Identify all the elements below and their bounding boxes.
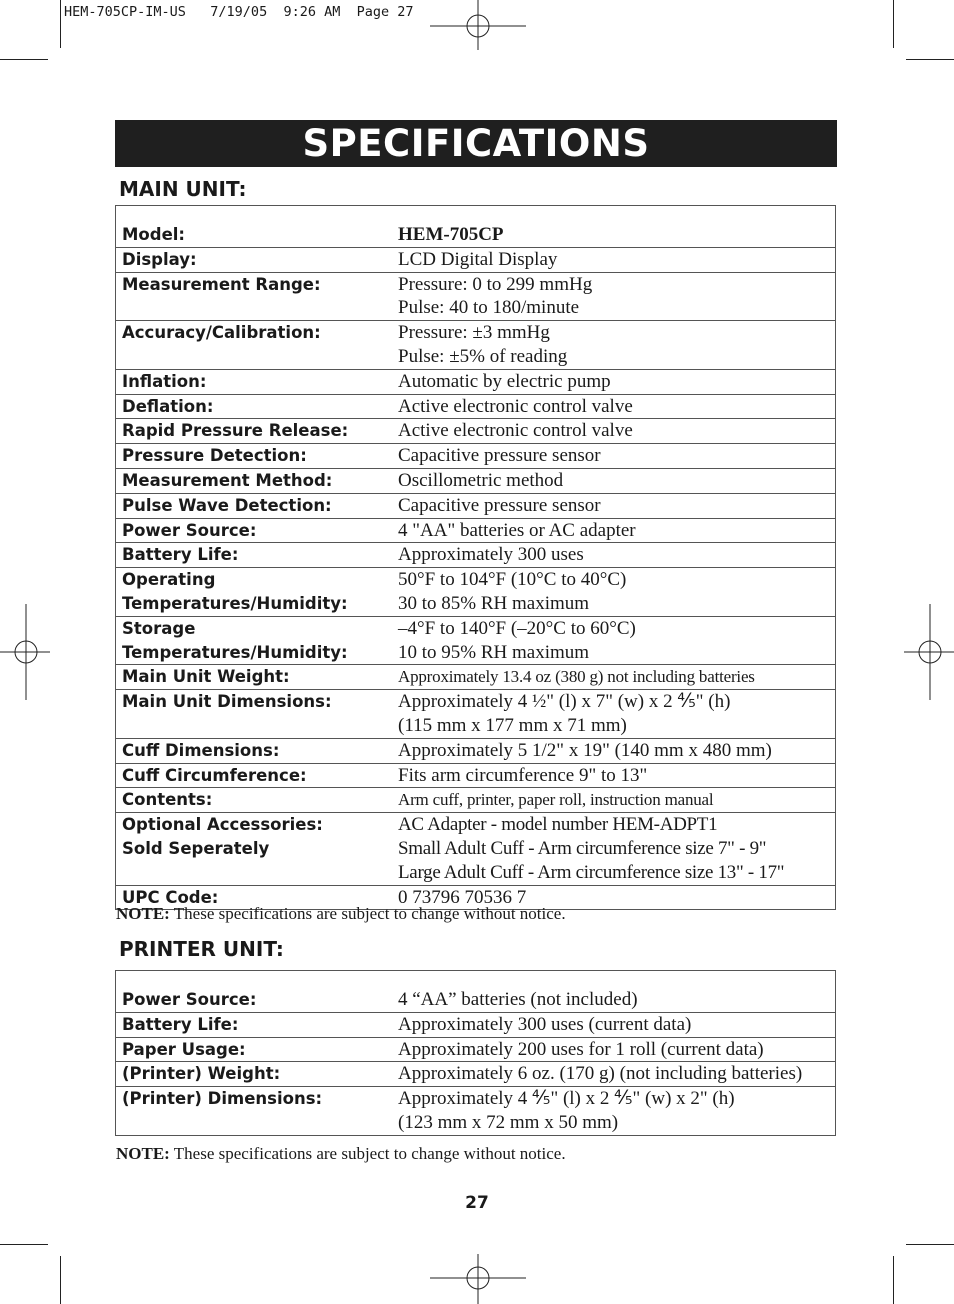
spec-value-line: (123 mm x 72 mm x 50 mm) — [398, 1111, 619, 1133]
spec-label-line: Deflation: — [122, 396, 214, 416]
spec-label-line: Cuff Dimensions: — [122, 740, 280, 760]
spec-row — [116, 468, 835, 493]
spec-value-line: Capacitive pressure sensor — [398, 445, 601, 467]
spec-value — [398, 370, 835, 394]
spec-row — [116, 418, 835, 443]
spec-label — [116, 248, 398, 272]
spec-row — [116, 542, 835, 567]
spec-value-line: Pulse: 40 to 180/minute — [398, 297, 580, 319]
spec-label-line: Display: — [122, 249, 197, 269]
crop-mark — [60, 1256, 61, 1304]
spec-row — [116, 988, 835, 1012]
spec-value — [398, 519, 835, 543]
spec-value-line: 4 "AA" batteries or AC adapter — [398, 519, 636, 541]
spec-row — [116, 518, 835, 543]
spec-row — [116, 763, 835, 788]
spec-value-line: Approximately 4 ½" (l) x 7" (w) x 2 ⅘" (h) — [398, 691, 731, 713]
spec-row — [116, 394, 835, 419]
spec-label-line: Measurement Range: — [122, 274, 321, 294]
registration-mark-icon — [430, 1254, 526, 1304]
note-label: NOTE: — [116, 1144, 170, 1163]
spec-row — [116, 812, 835, 884]
spec-row — [116, 787, 835, 812]
spec-label — [116, 988, 398, 1012]
registration-mark-icon — [904, 604, 954, 700]
spec-label-line: Accuracy/Calibration: — [122, 323, 321, 343]
spec-row — [116, 223, 835, 247]
crop-mark — [60, 0, 61, 48]
spec-label — [116, 1038, 398, 1062]
spec-value — [398, 395, 835, 419]
main-unit-spec-table — [115, 205, 836, 910]
spec-row — [116, 1061, 835, 1086]
spec-value-line: AC Adapter - model number HEM-ADPT1 — [398, 814, 718, 836]
spec-row — [116, 320, 835, 369]
spec-row — [116, 369, 835, 394]
spec-label-line: Battery Life: — [122, 1014, 239, 1034]
spec-row — [116, 272, 835, 321]
spec-label — [116, 764, 398, 788]
spec-label-line: Inflation: — [122, 371, 207, 391]
spec-label-line: Measurement Method: — [122, 470, 333, 490]
spec-value-line: Arm cuff, printer, paper roll, instruction manual — [398, 790, 714, 810]
spec-value — [398, 665, 835, 689]
spec-value-line: 10 to 95% RH maximum — [398, 641, 590, 663]
note-label: NOTE: — [116, 904, 170, 923]
spec-label — [116, 1062, 398, 1086]
spec-label-line: Optional Accessories: — [122, 815, 323, 835]
spec-value-line: 0 73796 70536 7 — [398, 886, 527, 908]
spec-value-line: 50°F to 104°F (10°C to 40°C) — [398, 569, 627, 591]
crop-mark — [893, 1256, 894, 1304]
crop-mark — [893, 0, 894, 48]
spec-value-line: Capacitive pressure sensor — [398, 494, 601, 516]
spec-label — [116, 519, 398, 543]
spec-value-line: Approximately 6 oz. (170 g) (not including batteries) — [398, 1063, 803, 1085]
printer-slug: HEM-705CP-IM-US 7/19/05 9:26 AM Page 27 — [64, 4, 414, 20]
spec-value-line: Large Adult Cuff - Arm circumference size 13" - 17" — [398, 861, 785, 883]
spec-label-line: UPC Code: — [122, 887, 219, 907]
spec-row — [116, 616, 835, 665]
crop-mark — [906, 59, 954, 60]
spec-label-line: Main Unit Weight: — [122, 667, 290, 687]
registration-mark-icon — [430, 0, 526, 50]
printer-unit-spec-table — [115, 970, 836, 1136]
spec-value — [398, 223, 835, 247]
spec-label-line: Pulse Wave Detection: — [122, 495, 332, 515]
spec-row — [116, 689, 835, 738]
spec-value-line: Pulse: ±5% of reading — [398, 345, 568, 367]
spec-value — [398, 690, 835, 738]
spec-label — [116, 419, 398, 443]
spec-value — [398, 813, 835, 884]
spec-value — [398, 1013, 835, 1037]
spec-label-line: Storage — [122, 618, 196, 638]
spec-row — [116, 738, 835, 763]
spec-value-line: 30 to 85% RH maximum — [398, 592, 590, 614]
spec-label — [116, 690, 398, 738]
spec-label-line: Cuff Circumference: — [122, 765, 307, 785]
printer-unit-note — [116, 1144, 566, 1164]
spec-label — [116, 788, 398, 812]
spec-value-line: Active electronic control valve — [398, 395, 633, 417]
spec-value-line: Fits arm circumference 9" to 13" — [398, 764, 648, 786]
page-title-banner: SPECIFICATIONS — [115, 120, 837, 167]
spec-label-line: Sold Seperately — [122, 838, 270, 858]
spec-value-line: Small Adult Cuff - Arm circumference size 7" - 9" — [398, 837, 767, 859]
spec-row — [116, 567, 835, 616]
spec-label-line: (Printer) Weight: — [122, 1064, 281, 1084]
printer-unit-heading: PRINTER UNIT: — [119, 937, 284, 961]
spec-value — [398, 1087, 835, 1135]
spec-label — [116, 665, 398, 689]
spec-value-line: Automatic by electric pump — [398, 370, 611, 392]
spec-value — [398, 617, 835, 665]
spec-value — [398, 419, 835, 443]
spec-value — [398, 764, 835, 788]
spec-value-line: Approximately 4 ⅘" (l) x 2 ⅘" (w) x 2" (h) — [398, 1088, 735, 1110]
spec-label — [116, 1087, 398, 1135]
spec-label-line: (Printer) Dimensions: — [122, 1089, 323, 1109]
spec-label-line: Operating — [122, 570, 216, 590]
spec-label-line: Battery Life: — [122, 545, 239, 565]
spec-value-line: Approximately 200 uses for 1 roll (current data) — [398, 1038, 764, 1060]
spec-value — [398, 568, 835, 616]
spec-label — [116, 444, 398, 468]
spec-label — [116, 494, 398, 518]
spec-value — [398, 1062, 835, 1086]
spec-label — [116, 739, 398, 763]
spec-value-line: Oscillometric method — [398, 469, 564, 491]
spec-value — [398, 494, 835, 518]
crop-mark — [0, 1244, 48, 1245]
spec-row — [116, 1037, 835, 1062]
spec-row — [116, 664, 835, 689]
spec-value — [398, 988, 835, 1012]
spec-value — [398, 1038, 835, 1062]
page-number: 27 — [465, 1193, 489, 1213]
note-text: These specifications are subject to change without notice. — [169, 1144, 566, 1163]
spec-value — [398, 273, 835, 321]
spec-value-line: Pressure: ±3 mmHg — [398, 322, 550, 344]
spec-value-line: (115 mm x 177 mm x 71 mm) — [398, 714, 627, 736]
spec-row — [116, 443, 835, 468]
spec-label-line: Pressure Detection: — [122, 446, 307, 466]
spec-value-line: LCD Digital Display — [398, 248, 558, 270]
spec-label-line: Temperatures/Humidity: — [122, 642, 348, 662]
spec-value-line: Approximately 300 uses — [398, 544, 584, 566]
spec-value-line: Pressure: 0 to 299 mmHg — [398, 273, 593, 295]
spec-value — [398, 444, 835, 468]
crop-mark — [0, 59, 48, 60]
spec-value — [398, 248, 835, 272]
spec-value-line: Approximately 300 uses (current data) — [398, 1013, 692, 1035]
main-unit-heading: MAIN UNIT: — [119, 177, 247, 201]
spec-label — [116, 813, 398, 884]
spec-label — [116, 395, 398, 419]
main-unit-note — [116, 904, 566, 924]
spec-label-line: Rapid Pressure Release: — [122, 421, 349, 441]
spec-label — [116, 568, 398, 616]
spec-label — [116, 223, 398, 247]
spec-value-line: Active electronic control valve — [398, 420, 633, 442]
crop-mark — [906, 1244, 954, 1245]
spec-value — [398, 321, 835, 369]
spec-label — [116, 1013, 398, 1037]
note-text: These specifications are subject to change without notice. — [169, 904, 566, 923]
spec-row — [116, 1086, 835, 1135]
spec-value — [398, 788, 835, 812]
spec-label — [116, 617, 398, 665]
spec-label — [116, 273, 398, 321]
spec-value-line: Approximately 5 1/2" x 19" (140 mm x 480 mm) — [398, 739, 772, 761]
spec-label-line: Temperatures/Humidity: — [122, 593, 348, 613]
spec-row — [116, 1012, 835, 1037]
spec-value-line: –4°F to 140°F (–20°C to 60°C) — [398, 617, 636, 639]
spec-label — [116, 370, 398, 394]
spec-value-line: HEM-705CP — [398, 224, 504, 245]
spec-label — [116, 469, 398, 493]
table-top-spacer — [116, 971, 835, 988]
spec-value — [398, 469, 835, 493]
spec-label-line: Main Unit Dimensions: — [122, 692, 332, 712]
registration-mark-icon — [0, 604, 50, 700]
spec-label — [116, 543, 398, 567]
spec-value — [398, 543, 835, 567]
spec-value — [398, 739, 835, 763]
spec-value-line: Approximately 13.4 oz (380 g) not including batteries — [398, 667, 755, 687]
spec-row — [116, 247, 835, 272]
spec-row — [116, 493, 835, 518]
spec-label-line: Paper Usage: — [122, 1039, 246, 1059]
spec-label-line: Model: — [122, 225, 186, 244]
spec-label-line: Contents: — [122, 790, 213, 810]
spec-label-line: Power Source: — [122, 520, 257, 540]
spec-value-line: 4 “AA” batteries (not included) — [398, 989, 638, 1010]
spec-label-line: Power Source: — [122, 990, 257, 1009]
table-top-spacer — [116, 206, 835, 223]
spec-label — [116, 321, 398, 369]
